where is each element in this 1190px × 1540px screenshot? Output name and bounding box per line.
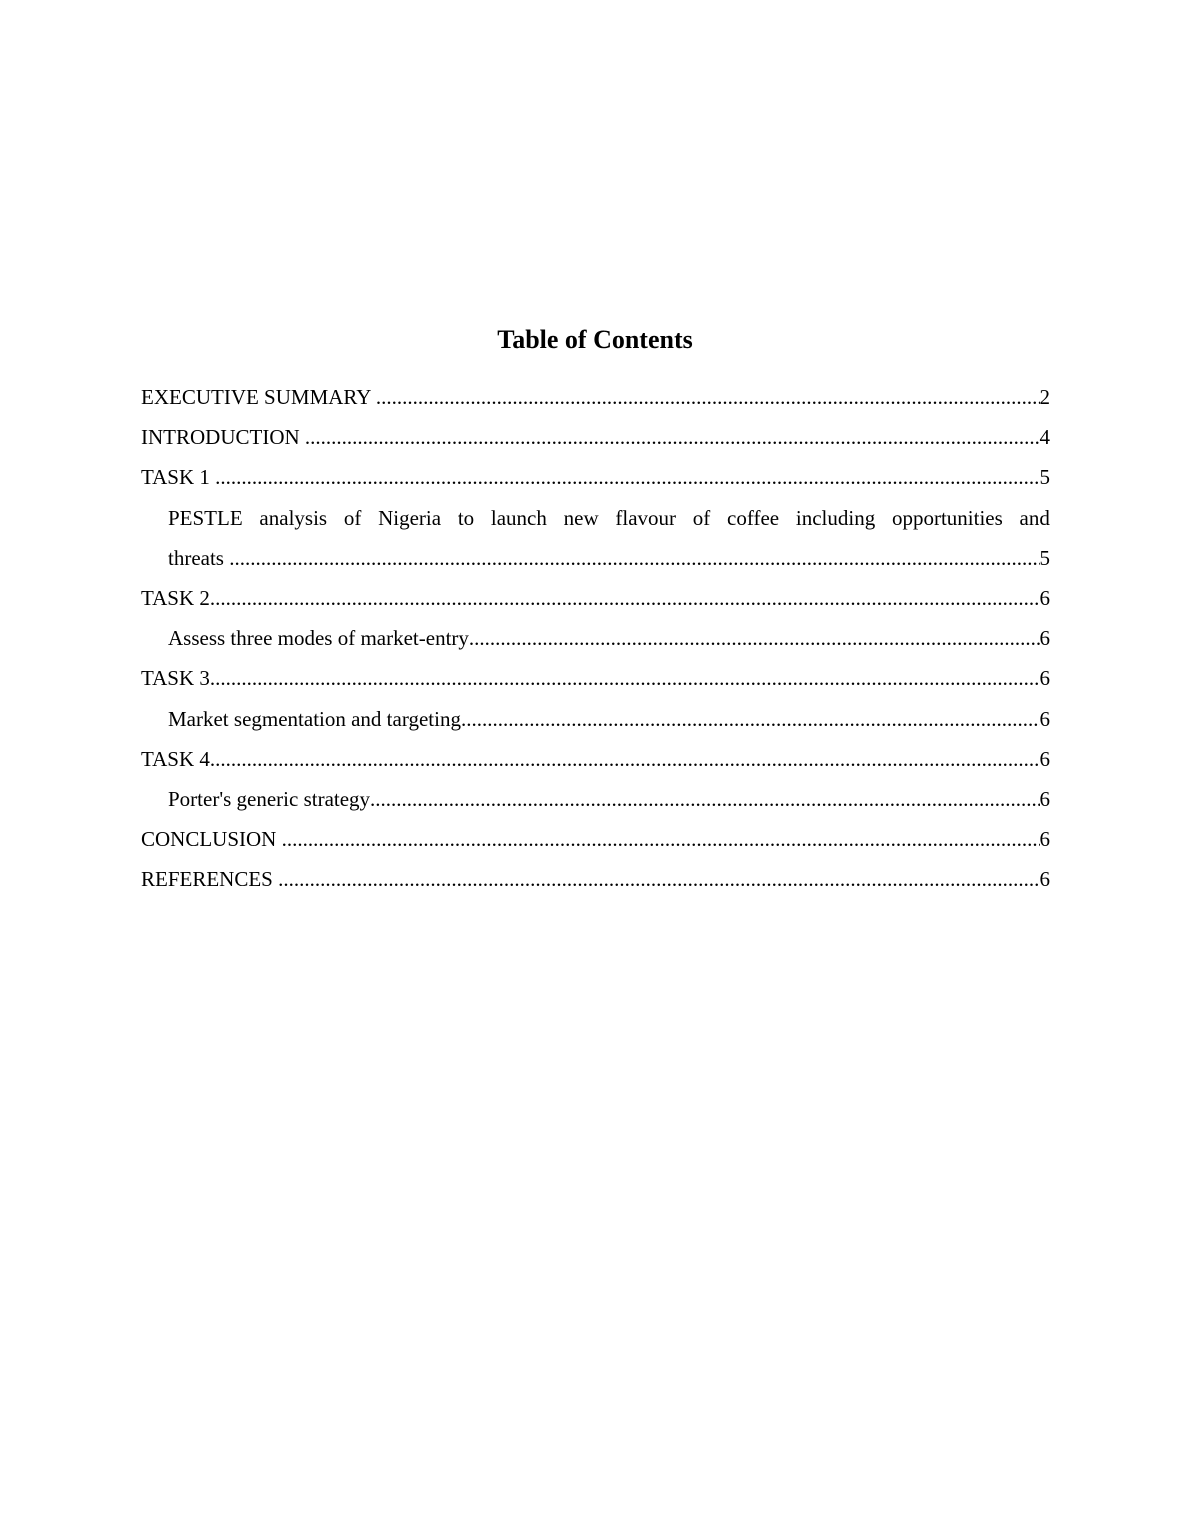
toc-page-number: 6 bbox=[1039, 585, 1050, 610]
toc-dot-leader bbox=[376, 377, 1040, 417]
toc-word: PESTLE bbox=[168, 505, 243, 530]
toc-dot-leader bbox=[210, 578, 1040, 618]
toc-page-number: 6 bbox=[1039, 626, 1050, 651]
toc-entry-label: REFERENCES bbox=[141, 867, 279, 892]
toc-entry-label: Porter's generic strategy bbox=[168, 786, 371, 811]
toc-page-number: 6 bbox=[1039, 867, 1050, 892]
toc-page-number: 2 bbox=[1039, 385, 1050, 409]
toc-word: including bbox=[795, 505, 876, 530]
toc-entry-label-line2 bbox=[168, 538, 1050, 578]
toc-entry-label: threats bbox=[168, 545, 230, 570]
toc-entry-porters-strategy[interactable] bbox=[141, 779, 1050, 819]
toc-list bbox=[141, 377, 1050, 899]
toc-dot-leader bbox=[370, 779, 1039, 819]
toc-word: launch bbox=[490, 505, 547, 530]
toc-entry-label: INTRODUCTION bbox=[141, 425, 305, 450]
toc-dot-leader bbox=[469, 618, 1040, 658]
toc-entry-introduction[interactable] bbox=[141, 417, 1050, 457]
toc-entry-label: Market segmentation and targeting bbox=[168, 706, 461, 731]
toc-dot-leader bbox=[229, 538, 1039, 578]
toc-dot-leader bbox=[210, 739, 1040, 779]
toc-word: of bbox=[692, 505, 711, 530]
toc-word: flavour bbox=[615, 505, 677, 530]
toc-entry-label: TASK 3 bbox=[141, 666, 210, 691]
toc-page-number: 6 bbox=[1039, 666, 1050, 691]
toc-entry-task-1[interactable] bbox=[141, 457, 1050, 497]
toc-entry-references[interactable] bbox=[141, 859, 1050, 899]
toc-dot-leader bbox=[461, 699, 1040, 739]
toc-entry-pestle-analysis[interactable] bbox=[141, 498, 1050, 578]
toc-word: and bbox=[1019, 505, 1050, 530]
toc-page-number: 5 bbox=[1039, 465, 1050, 490]
toc-word: coffee bbox=[727, 505, 780, 530]
toc-dot-leader bbox=[215, 457, 1039, 497]
toc-entry-label: EXECUTIVE SUMMARY bbox=[141, 385, 376, 409]
toc-entry-label: TASK 1 bbox=[141, 465, 216, 490]
toc-dot-leader bbox=[282, 819, 1040, 859]
toc-entry-label: CONCLUSION bbox=[141, 827, 282, 852]
toc-entry-market-entry[interactable] bbox=[141, 618, 1050, 658]
toc-page-number: 6 bbox=[1039, 746, 1050, 771]
toc-page-number: 5 bbox=[1039, 545, 1050, 570]
toc-entry-label: TASK 4 bbox=[141, 746, 210, 771]
toc-entry-task-4[interactable] bbox=[141, 739, 1050, 779]
toc-page-number: 6 bbox=[1039, 706, 1050, 731]
toc-word: analysis bbox=[259, 505, 328, 530]
toc-entry-task-3[interactable] bbox=[141, 658, 1050, 698]
toc-entry-label: Assess three modes of market-entry bbox=[168, 626, 469, 651]
toc-word: Nigeria bbox=[378, 505, 442, 530]
toc-page-number: 4 bbox=[1039, 425, 1050, 450]
toc-entry-executive-summary[interactable] bbox=[141, 377, 1050, 417]
toc-dot-leader bbox=[210, 658, 1040, 698]
toc-word: to bbox=[457, 505, 475, 530]
toc-word: new bbox=[563, 505, 599, 530]
toc-entry-market-segmentation[interactable] bbox=[141, 699, 1050, 739]
toc-word: of bbox=[343, 505, 362, 530]
toc-entry-conclusion[interactable] bbox=[141, 819, 1050, 859]
toc-page-number: 6 bbox=[1039, 786, 1050, 811]
toc-entry-task-2[interactable] bbox=[141, 578, 1050, 618]
toc-page-number: 6 bbox=[1039, 827, 1050, 852]
toc-dot-leader bbox=[305, 417, 1040, 457]
toc-title: Table of Contents bbox=[497, 325, 693, 354]
toc-entry-label-line1 bbox=[168, 498, 1050, 538]
toc-dot-leader bbox=[278, 859, 1039, 899]
toc-entry-label: TASK 2 bbox=[141, 585, 210, 610]
toc-word: opportunities bbox=[891, 505, 1003, 530]
